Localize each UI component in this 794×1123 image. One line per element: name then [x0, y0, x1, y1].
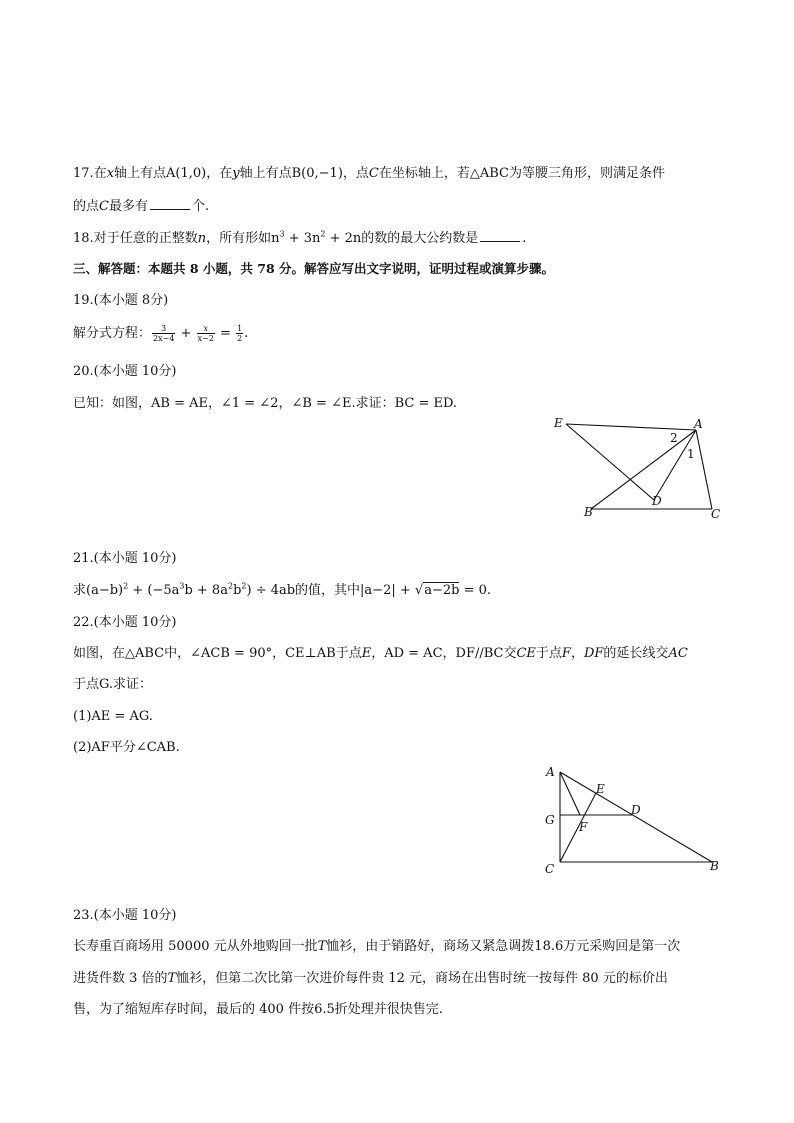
label-1: 1 [687, 447, 695, 461]
label-F: F [579, 820, 588, 834]
q19-header: 19.(本小题 8分) [73, 293, 169, 308]
label-G: G [545, 813, 555, 827]
q23-line2: 进货件数 3 倍的T恤衫，但第二次比第一次进价每件贵 12 元，商场在出售时统一按每件 80 元的标价出 [73, 971, 668, 986]
label-E: E [554, 416, 563, 430]
label-D: D [652, 494, 662, 508]
fraction: $\frac{3}{2x-4}$ [153, 324, 175, 343]
q23-line1: 长寿重百商场用 50000 元从外地购回一批T恤衫，由于销路好，商场又紧急调拨18.6万元采购回是第一次 [73, 939, 681, 954]
q18-line: 18.对于任意的正整数n，所有形如$n^3 + 3n^2 + 2n$的数的最大公约数是 . [73, 229, 527, 246]
label-2: 2 [670, 431, 678, 445]
answer-blank [480, 229, 520, 242]
q22-line2: 于点G.求证： [73, 677, 153, 692]
q20-header: 20.(本小题 10分) [73, 364, 177, 379]
fraction: $\frac{x}{x-2}$ [197, 324, 214, 343]
q22-line1: 如图，在△ABC中，∠ACB = 90°，CE⊥AB于点E，AD = AC，DF//BC交CE于点F，DF的延长线交AC [73, 646, 688, 661]
q22-figure [540, 762, 725, 880]
q18-number: 18. [73, 231, 94, 246]
segment-AC [696, 430, 712, 509]
label-A: A [546, 765, 555, 779]
label-B: B [584, 505, 593, 519]
label-C: C [711, 507, 721, 521]
section-heading: 三、解答题：本题共 8 小题，共 78 分。解答应写出文字说明，证明过程或演算步骤。 [73, 261, 555, 276]
q22-part1: (1)AE = AG. [73, 709, 153, 724]
q17-line2: 的点C最多有 个. [73, 199, 210, 214]
q21-header: 21.(本小题 10分) [73, 551, 177, 566]
label-A: A [694, 417, 703, 431]
q21-body: 求$(a-b)^2 + (-5a^3b + 8a^2b^2) \div 4ab$的值，其中|a−2| + √a−2b = 0. [73, 581, 491, 598]
label-D: D [631, 803, 641, 817]
q23-line3: 售，为了缩短库存时间，最后的 400 件按6.5折处理并很快售完. [73, 1002, 443, 1017]
q17-number: 17. [73, 166, 94, 181]
answer-blank [150, 197, 190, 210]
segment-CE [560, 793, 596, 862]
segment-BA [591, 430, 696, 509]
fraction: $\frac{1}{2}$ [237, 324, 243, 343]
label-C: C [545, 862, 555, 876]
segment-AB [560, 772, 712, 862]
label-E: E [596, 782, 605, 796]
segment-ED [566, 424, 654, 500]
label-B: B [710, 859, 719, 873]
q17-line1: 17.在x轴上有点A(1,0)，在y轴上有点B(0,−1)，点C在坐标轴上，若△ABC为等腰三角形，则满足条件 [73, 166, 665, 181]
q20-body: 已知：如图，AB = AE，∠1 = ∠2，∠B = ∠E.求证：BC = ED. [73, 396, 458, 411]
q22-header: 22.(本小题 10分) [73, 615, 177, 630]
q19-equation: 解分式方程： $\frac{3}{2x-4}$ + $\frac{x}{x-2}$ = $\frac{1}{2}$ . [73, 324, 249, 343]
q22-part2: (2)AF平分∠CAB. [73, 740, 180, 755]
segment-EA [566, 424, 696, 430]
q20-figure [548, 410, 728, 525]
q23-header: 23.(本小题 10分) [73, 908, 177, 923]
